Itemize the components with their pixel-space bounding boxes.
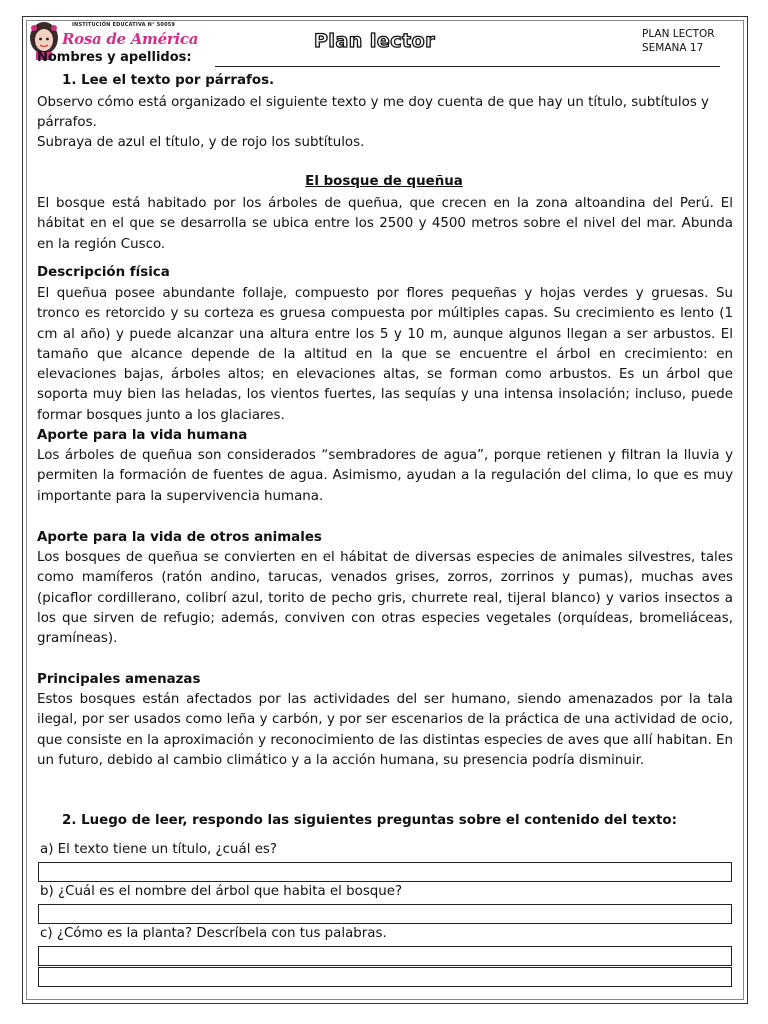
step1-heading: 1. Lee el texto por párrafos.: [62, 73, 275, 88]
names-blank-line[interactable]: [215, 66, 720, 67]
answer-a-box[interactable]: [38, 862, 732, 882]
step1-instruction1: Observo cómo está organizado el siguiente texto y me doy cuenta de que hay un título, subtítulos y párrafos.: [37, 95, 709, 131]
plan-tag-line2: SEMANA 17: [642, 42, 704, 54]
reading-title: El bosque de queñua: [305, 174, 463, 189]
step1-instruction2: Subraya de azul el título, y de rojo los subtítulos.: [37, 135, 365, 150]
plan-tag-line1: PLAN LECTOR: [642, 28, 715, 40]
step2-heading: 2. Luego de leer, respondo las siguientes preguntas sobre el contenido del texto:: [62, 813, 677, 828]
institution-name: Rosa de América: [62, 30, 199, 48]
reading-intro: El bosque está habitado por los árboles de queñua, que crecen en la zona altoandina del Perú. El hábitat en el que se desarrolla se ubica entre los 2500 y 4500 metros sobre el nivel del mar. Abunda en la región Cusco.: [37, 196, 733, 252]
answer-c-box-1[interactable]: [38, 946, 732, 966]
body-amenazas: Estos bosques están afectados por las actividades del ser humano, siendo amenazados por la tala ilegal, por ser usados como leña y carbón, y por ser escenarios de la práctica de una actividad de ocio, que consiste en la aproximación y reconocimiento de las distintas especies de aves que allí habitan. En un futuro, debido al cambio climático y a la acción humana, su presencia podría disminuir.: [37, 692, 733, 768]
plan-tag: [642, 27, 715, 55]
answer-c-box-2[interactable]: [38, 967, 732, 987]
subtitle-otros-animales: Aporte para la vida de otros animales: [37, 530, 322, 545]
body-otros-animales: Los bosques de queñua se convierten en el hábitat de diversas especies de animales silvestres, tales como mamíferos (ratón andino, tarucas, venados grises, zorros, zorrinos y pumas), muchas aves (picaflor cordillerano, colibrí azul, torito de pecho gris, churrete real, tijeral blanco) y varios insectos a los que sirven de refugio; además, conviven con otras especies vegetales (orquídeas, bromeliáceas, gramíneas).: [37, 550, 733, 647]
question-b: b) ¿Cuál es el nombre del árbol que habita el bosque?: [40, 884, 403, 899]
question-a: a) El texto tiene un título, ¿cuál es?: [40, 842, 278, 857]
subtitle-amenazas: Principales amenazas: [37, 672, 201, 687]
subtitle-vida-humana: Aporte para la vida humana: [37, 428, 248, 443]
body-vida-humana: Los árboles de queñua son considerados “sembradores de agua”, porque retienen y filtran la lluvia y permiten la formación de fuentes de agua. Asimismo, ayudan a la regulación del clima, lo que es muy importante para la supervivencia humana.: [37, 448, 733, 504]
answer-b-box[interactable]: [38, 904, 732, 924]
document-title: Plan lector: [314, 30, 436, 52]
institution-line: INSTITUCIÓN EDUCATIVA N° 50059: [72, 22, 176, 28]
body-descripcion: El queñua posee abundante follaje, compuesto por flores pequeñas y hojas verdes y gruesas. Su tronco es retorcido y su corteza es gruesa compuesta por múltiples capas. Su crecimiento es lento (1 cm al año) y puede alcanzar una altura entre los 5 y 10 m, aunque algunos llegan a ser arbustos. El tamaño que alcance depende de la altitud en la que se encuentre el árbol en crecimiento: en elevaciones bajas, árboles altos; en elevaciones altas, se forman como arbustos. Es un árbol que soporta muy bien las heladas, los vientos fuertes, las sequías y una intensa insolación; incluso, puede formar bosques junto a los glaciares.: [37, 286, 733, 423]
names-label: Nombres y apellidos:: [37, 50, 192, 65]
question-c: c) ¿Cómo es la planta? Descríbela con tus palabras.: [40, 926, 387, 941]
subtitle-descripcion: Descripción física: [37, 265, 170, 280]
